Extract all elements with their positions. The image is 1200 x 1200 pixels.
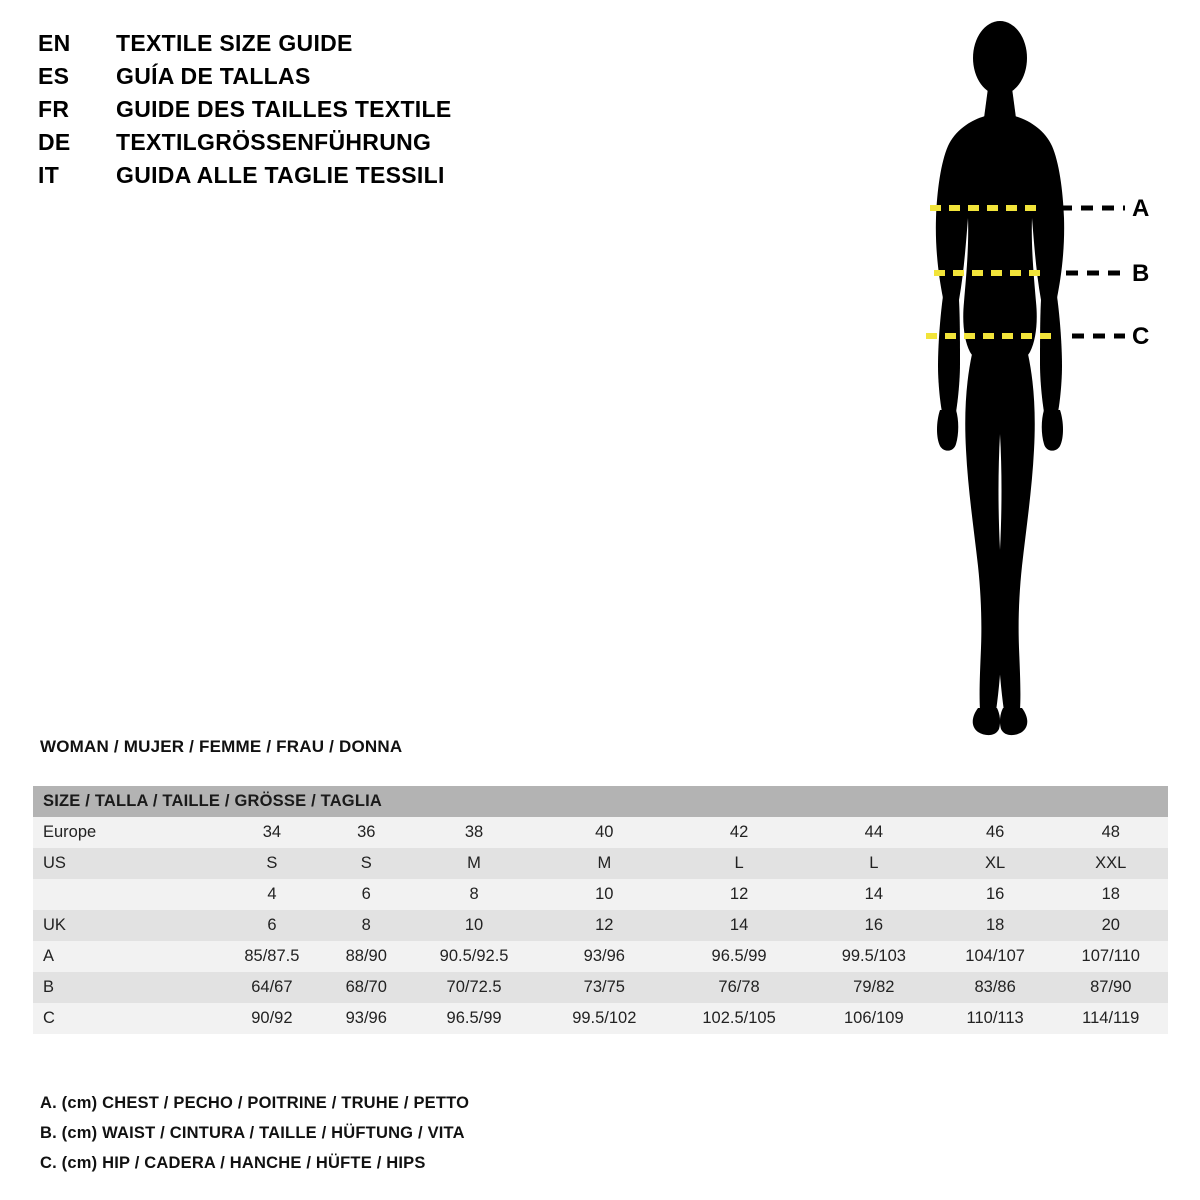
table-cell: 99.5/103 — [811, 941, 937, 972]
title-text: TEXTILGRÖSSENFÜHRUNG — [116, 129, 432, 155]
table-cell: 102.5/105 — [667, 1003, 811, 1034]
table-cell: 18 — [1054, 879, 1168, 910]
table-row — [33, 972, 1168, 1003]
title-text: TEXTILE SIZE GUIDE — [116, 30, 353, 56]
table-cell: 76/78 — [667, 972, 811, 1003]
table-cell: 42 — [667, 817, 811, 848]
table-cell: 96.5/99 — [667, 941, 811, 972]
table-cell: 14 — [667, 910, 811, 941]
table-cell: 83/86 — [937, 972, 1054, 1003]
table-row — [33, 848, 1168, 879]
table-cell: 64/67 — [218, 972, 326, 1003]
table-cell: 16 — [937, 879, 1054, 910]
table-cell: 38 — [407, 817, 542, 848]
table-cell: 104/107 — [937, 941, 1054, 972]
table-cell: 96.5/99 — [407, 1003, 542, 1034]
table-section-heading: WOMAN / MUJER / FEMME / FRAU / DONNA — [40, 737, 403, 756]
table-cell: 12 — [541, 910, 667, 941]
title-lang-code: ES — [38, 63, 70, 89]
table-cell: 93/96 — [326, 1003, 407, 1034]
legend-line-c: C. (cm) HIP / CADERA / HANCHE / HÜFTE / HIPS — [40, 1154, 426, 1172]
table-cell: M — [407, 848, 542, 879]
table-cell: 88/90 — [326, 941, 407, 972]
table-cell: 107/110 — [1054, 941, 1168, 972]
table-cell: 12 — [667, 879, 811, 910]
title-row — [38, 63, 638, 96]
table-cell: 106/109 — [811, 1003, 937, 1034]
table-cell: 34 — [218, 817, 326, 848]
table-cell: 4 — [218, 879, 326, 910]
table-cell: 20 — [1054, 910, 1168, 941]
table-row — [33, 1003, 1168, 1034]
row-label: B — [33, 972, 218, 1003]
title-text: GUÍA DE TALLAS — [116, 63, 311, 89]
title-row — [38, 96, 638, 129]
size-table — [33, 786, 1168, 1034]
row-label: C — [33, 1003, 218, 1034]
table-row — [33, 879, 1168, 910]
table-cell: L — [811, 848, 937, 879]
table-cell: 73/75 — [541, 972, 667, 1003]
title-lang-code: IT — [38, 162, 60, 188]
title-row — [38, 30, 638, 63]
table-cell: 90/92 — [218, 1003, 326, 1034]
marker-label-c: C — [1132, 323, 1150, 350]
table-cell: M — [541, 848, 667, 879]
table-cell: 44 — [811, 817, 937, 848]
row-label: Europe — [33, 817, 218, 848]
title-text: GUIDE DES TAILLES TEXTILE — [116, 96, 452, 122]
table-row — [33, 910, 1168, 941]
table-cell: 99.5/102 — [541, 1003, 667, 1034]
legend-line-b: B. (cm) WAIST / CINTURA / TAILLE / HÜFTUNG / VITA — [40, 1124, 465, 1142]
legend-block — [40, 1088, 740, 1178]
table-cell: 6 — [218, 910, 326, 941]
table-cell: L — [667, 848, 811, 879]
table-header-label: SIZE / TALLA / TAILLE / GRÖSSE / TAGLIA — [33, 786, 1168, 817]
table-cell: 70/72.5 — [407, 972, 542, 1003]
row-label — [33, 879, 218, 910]
title-row — [38, 129, 638, 162]
table-cell: 46 — [937, 817, 1054, 848]
title-lang-code: EN — [38, 30, 71, 56]
title-text: GUIDA ALLE TAGLIE TESSILI — [116, 162, 445, 188]
marker-label-a: A — [1132, 195, 1150, 222]
table-row — [33, 817, 1168, 848]
table-cell: 14 — [811, 879, 937, 910]
title-block — [38, 30, 638, 195]
table-cell: 10 — [541, 879, 667, 910]
table-cell: S — [326, 848, 407, 879]
measurement-figure — [860, 10, 1190, 755]
table-header-row — [33, 786, 1168, 817]
table-cell: 6 — [326, 879, 407, 910]
title-row — [38, 162, 638, 195]
table-cell: 10 — [407, 910, 542, 941]
table-row — [33, 941, 1168, 972]
table-cell: S — [218, 848, 326, 879]
row-label: US — [33, 848, 218, 879]
table-cell: XXL — [1054, 848, 1168, 879]
table-cell: 8 — [326, 910, 407, 941]
table-cell: XL — [937, 848, 1054, 879]
table-cell: 16 — [811, 910, 937, 941]
row-label: A — [33, 941, 218, 972]
table-cell: 18 — [937, 910, 1054, 941]
table-cell: 36 — [326, 817, 407, 848]
table-cell: 85/87.5 — [218, 941, 326, 972]
row-label: UK — [33, 910, 218, 941]
table-cell: 90.5/92.5 — [407, 941, 542, 972]
table-cell: 48 — [1054, 817, 1168, 848]
marker-label-b: B — [1132, 260, 1150, 287]
legend-line-a: A. (cm) CHEST / PECHO / POITRINE / TRUHE / PETTO — [40, 1094, 470, 1112]
table-cell: 93/96 — [541, 941, 667, 972]
title-lang-code: DE — [38, 129, 71, 155]
table-cell: 68/70 — [326, 972, 407, 1003]
table-cell: 110/113 — [937, 1003, 1054, 1034]
table-cell: 87/90 — [1054, 972, 1168, 1003]
table-cell: 114/119 — [1054, 1003, 1168, 1034]
table-cell: 8 — [407, 879, 542, 910]
table-cell: 79/82 — [811, 972, 937, 1003]
female-silhouette-icon — [860, 10, 1190, 755]
table-cell: 40 — [541, 817, 667, 848]
title-lang-code: FR — [38, 96, 70, 122]
